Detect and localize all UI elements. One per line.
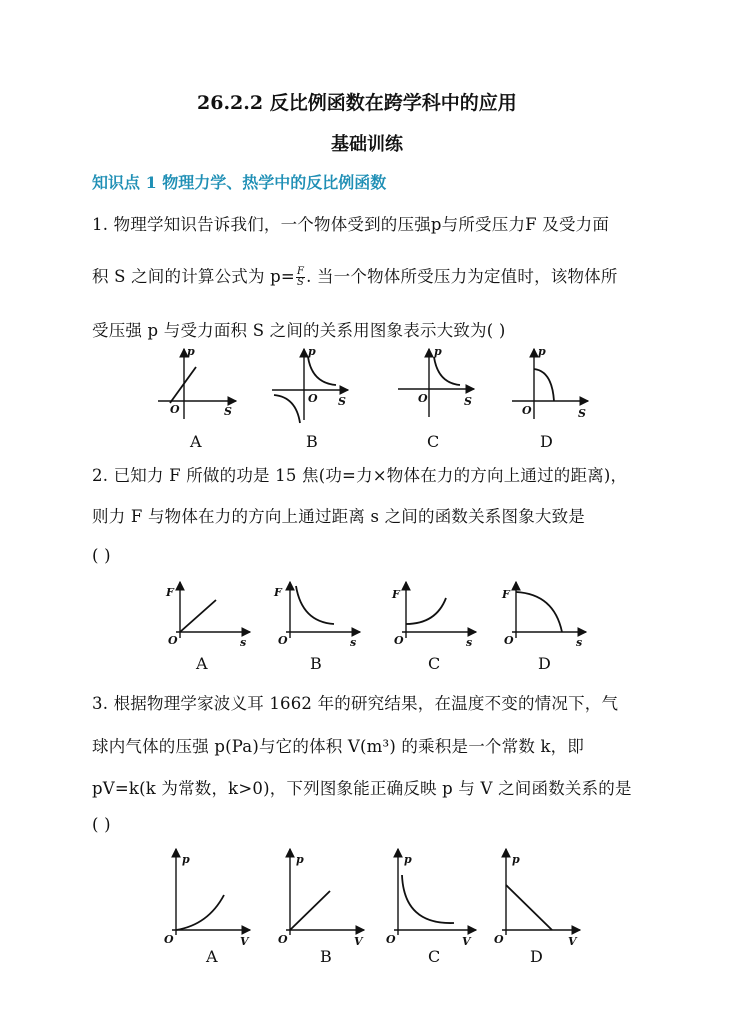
q1-line-3: 受压强 p 与受力面积 S 之间的关系用图象表示大致为( ) xyxy=(92,321,506,340)
q2d-origin: O xyxy=(504,634,514,647)
knowledge-point-heading: 知识点 1 物理力学、热学中的反比例函数 xyxy=(92,173,387,192)
q2-line-3: ( ) xyxy=(92,546,111,565)
q3b-axis-y: p xyxy=(296,853,304,866)
q2-graph-c xyxy=(388,578,483,648)
q2d-axis-y: F xyxy=(502,588,510,601)
q1-formula-fraction xyxy=(296,267,305,288)
q1-option-b: B xyxy=(306,432,318,451)
q3d-axis-x: V xyxy=(568,935,577,948)
q3-option-a: A xyxy=(206,947,218,966)
q1-option-d: D xyxy=(540,432,553,451)
q3-line-1: 3. 根据物理学家波义耳 1662 年的研究结果，在温度不变的情况下，气 xyxy=(92,694,619,713)
q2c-axis-y: F xyxy=(392,588,400,601)
page-title: 26.2.2 反比例函数在跨学科中的应用 xyxy=(197,92,517,114)
q2-option-b: B xyxy=(310,654,322,673)
q2a-axis-y: F xyxy=(166,586,174,599)
q1a-axis-y: p xyxy=(187,345,195,358)
q1a-origin: O xyxy=(170,403,180,416)
q3c-axis-y: p xyxy=(404,853,412,866)
q1d-origin: O xyxy=(522,404,532,417)
q1-option-c: C xyxy=(427,432,440,451)
q2b-axis-y: F xyxy=(274,586,282,599)
q2a-axis-x: s xyxy=(240,636,247,649)
q1-graph-a xyxy=(150,345,240,420)
q1c-origin: O xyxy=(418,392,428,405)
q1-graph-d xyxy=(508,345,598,420)
q3d-origin: O xyxy=(494,933,504,946)
q3-option-b: B xyxy=(320,947,332,966)
q1-frac-numerator: F xyxy=(296,266,305,277)
q1d-axis-y: p xyxy=(538,345,546,358)
q3c-origin: O xyxy=(386,933,396,946)
q2-graph-d xyxy=(498,578,593,648)
q2c-axis-x: s xyxy=(466,636,473,649)
q3b-origin: O xyxy=(278,933,288,946)
q2-option-c: C xyxy=(428,654,441,673)
section-subtitle: 基础训练 xyxy=(331,134,403,155)
q1-frac-denominator: S xyxy=(296,277,305,288)
q3a-axis-x: V xyxy=(240,935,249,948)
q3-line-2: 球内气体的压强 p(Pa)与它的体积 V(m³) 的乘积是一个常数 k，即 xyxy=(92,737,585,756)
q3-graph-c xyxy=(382,845,482,950)
q3-graph-d xyxy=(490,845,585,950)
q3b-axis-x: V xyxy=(354,935,363,948)
q2c-origin: O xyxy=(394,634,404,647)
q1-line-2-post: . 当一个物体所受压力为定值时，该物体所 xyxy=(306,267,618,286)
q1d-axis-x: S xyxy=(578,407,586,420)
q1c-axis-y: p xyxy=(434,345,442,358)
q1a-axis-x: S xyxy=(224,405,232,418)
q1-line-2-pre: 积 S 之间的计算公式为 p= xyxy=(92,267,295,286)
q2d-axis-x: s xyxy=(576,636,583,649)
q3-line-3: pV=k(k 为常数，k>0)，下列图象能正确反映 p 与 V 之间函数关系的是 xyxy=(92,779,632,798)
q3a-axis-y: p xyxy=(182,853,190,866)
q1-line-1: 1. 物理学知识告诉我们，一个物体受到的压强p与所受压力F 及受力面 xyxy=(92,215,610,234)
q1-graph-b xyxy=(268,345,358,420)
q1b-axis-x: S xyxy=(338,395,346,408)
q2-option-d: D xyxy=(538,654,551,673)
q3-line-4: ( ) xyxy=(92,815,111,834)
q3d-axis-y: p xyxy=(512,853,520,866)
q2b-axis-x: s xyxy=(350,636,357,649)
q1c-axis-x: S xyxy=(464,395,472,408)
q3-graph-a xyxy=(160,845,255,950)
q1b-origin: O xyxy=(308,392,318,405)
q1-option-a: A xyxy=(190,432,202,451)
q3c-axis-x: V xyxy=(462,935,471,948)
q2-line-1: 2. 已知力 F 所做的功是 15 焦(功=力×物体在力的方向上通过的距离)， xyxy=(92,466,628,485)
q3-option-c: C xyxy=(428,947,441,966)
q2-option-a: A xyxy=(196,654,208,673)
q2b-origin: O xyxy=(278,634,288,647)
q3-graph-b xyxy=(274,845,369,950)
q1b-axis-y: p xyxy=(308,345,316,358)
q2-graph-b xyxy=(270,578,365,648)
q2-graph-a xyxy=(160,578,255,648)
q2-line-2: 则力 F 与物体在力的方向上通过距离 s 之间的函数关系图象大致是 xyxy=(92,507,585,526)
q1-line-2 xyxy=(92,263,618,288)
q1-graph-c xyxy=(394,345,484,420)
q3a-origin: O xyxy=(164,933,174,946)
q2a-origin: O xyxy=(168,634,178,647)
q3-option-d: D xyxy=(530,947,543,966)
